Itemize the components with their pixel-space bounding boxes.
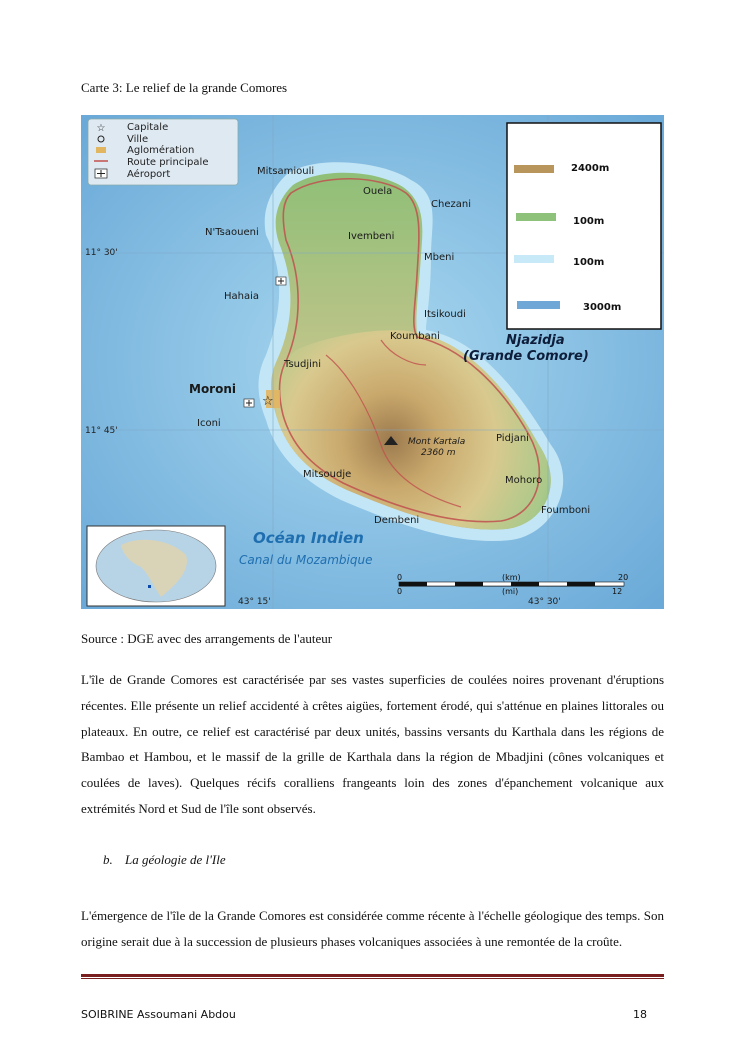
place-foumboni: Foumboni <box>541 505 591 516</box>
place-dembeni: Dembeni <box>374 515 420 526</box>
elev-swatch-2 <box>516 213 556 221</box>
capital-star-icon: ☆ <box>262 394 274 409</box>
place-mont-kartala: Mont Kartala <box>408 437 466 447</box>
lat-label-1: 11° 30' <box>85 248 118 258</box>
relief-map <box>81 115 664 609</box>
island-subname: (Grande Comore) <box>463 349 589 364</box>
scale-mi-label: (mi) <box>502 587 519 596</box>
ocean-label: Océan Indien <box>253 529 364 547</box>
place-mitsoudje: Mitsoudje <box>303 469 352 480</box>
inset-globe <box>87 526 225 606</box>
scale-km-zero: 0 <box>397 573 403 582</box>
elevation-legend <box>507 123 661 329</box>
footer-rule <box>81 974 664 977</box>
place-kartala-alt: 2360 m <box>421 448 456 458</box>
place-iconi: Iconi <box>197 418 221 429</box>
lon-label-2: 43° 30' <box>528 597 561 607</box>
scale-mi-max: 12 <box>612 587 623 596</box>
legend-ville: Ville <box>127 134 149 145</box>
scale-km-max: 20 <box>618 573 629 582</box>
place-chezani: Chezani <box>431 199 471 210</box>
place-hahaia: Hahaia <box>224 291 260 302</box>
legend-route: Route principale <box>127 157 209 168</box>
place-ivembeni: Ivembeni <box>348 231 395 242</box>
legend-capitale: Capitale <box>127 122 169 133</box>
elev-swatch-1 <box>514 165 554 173</box>
elev-label-1: 2400m <box>571 163 610 174</box>
subheading-text: La géologie de l'Ile <box>125 852 226 867</box>
elev-label-3: 100m <box>573 257 605 268</box>
place-itsikoudi: Itsikoudi <box>424 309 466 320</box>
elev-swatch-3 <box>514 255 554 263</box>
footer-author: SOIBRINE Assoumani Abdou <box>81 1008 236 1021</box>
subheading-number: b. <box>103 852 113 867</box>
legend-aeroport: Aéroport <box>127 169 171 180</box>
place-mohoro: Mohoro <box>505 475 543 486</box>
scale-km-label: (km) <box>502 573 521 582</box>
airport-icon <box>276 277 286 285</box>
island-name: Njazidja <box>506 333 565 348</box>
elev-swatch-4 <box>517 301 560 309</box>
star-icon: ☆ <box>96 123 106 134</box>
figure-caption: Carte 3: Le relief de la grande Comores <box>81 80 288 95</box>
legend-agglomeration: Aglomération <box>127 145 195 156</box>
figure-source: Source : DGE avec des arrangements de l'auteur <box>81 631 333 646</box>
place-tsudjini: Tsudjini <box>284 359 322 370</box>
paragraph-geologie: L'émergence de l'île de la Grande Comores est considérée comme récente à l'échelle géologique des temps. Son origine serait due à la succession de plusieurs phases volcaniques associées à une remontée de la croûte. <box>81 908 664 949</box>
place-ntsaoueni: N'Tsaoueni <box>205 227 259 238</box>
paragraph-relief: L'île de Grande Comores est caractérisée par ses vastes superficies de coulées noires provenant d'éruptions récentes. Elle présente un relief accidenté à crêtes aigües, fortement érodé, qui s'atténue en plaines littorales ou plateaux. En outre, ce relief est caractérisé par deux unités, bassins versants du Karthala dans les régions de Bambao et Hambou, et le massif de la grille de Karthala dans la région de Mbadjini (cônes volcaniques et coulées de laves). Quelques récifs coralliens frangeants loin des zones d'épanchement volcanique aux extrémités Nord et Sud de l'île sont observés. <box>81 672 664 816</box>
square-icon <box>96 147 106 153</box>
lat-label-2: 11° 45' <box>85 426 118 436</box>
place-moroni: Moroni <box>189 382 237 396</box>
airport-icon <box>95 169 107 178</box>
page-number: 18 <box>633 1008 647 1021</box>
subheading <box>103 852 226 868</box>
map-legend <box>88 119 238 185</box>
footer-rule-thin <box>81 978 664 979</box>
place-koumbani: Koumbani <box>390 331 440 342</box>
place-ouela: Ouela <box>363 186 393 197</box>
elev-label-2: 100m <box>573 216 605 227</box>
airport-icon <box>244 399 254 407</box>
place-mitsamiouli: Mitsamiouli <box>257 166 315 177</box>
lon-label-1: 43° 15' <box>238 597 271 607</box>
elev-label-4: 3000m <box>583 302 622 313</box>
place-pidjani: Pidjani <box>496 433 529 444</box>
scale-mi-zero: 0 <box>397 587 403 596</box>
channel-label: Canal du Mozambique <box>239 553 373 567</box>
place-mbeni: Mbeni <box>424 252 455 263</box>
